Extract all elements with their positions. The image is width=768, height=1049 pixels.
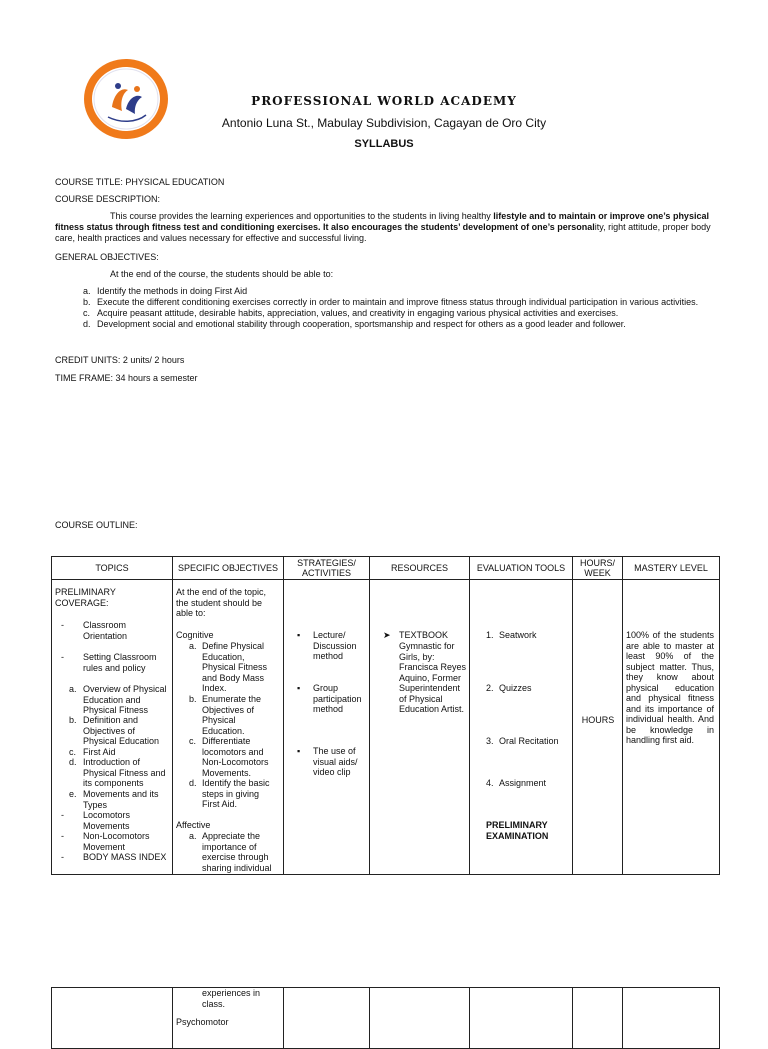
arrow-bullet-icon: ➤: [383, 630, 391, 640]
course-outline-label: COURSE OUTLINE:: [55, 520, 138, 530]
evaluation-marker: 3.: [486, 736, 494, 746]
description-text-bold: lifestyle and to maintain or improve one’s physical fitness status through fitness test and conditioning exercises. It also encourages the students’ development of one’s personal: [55, 211, 709, 232]
objectives-cell: [173, 988, 284, 1049]
objective-marker: a.: [83, 286, 91, 296]
credit-units: CREDIT UNITS: 2 units/ 2 hours: [55, 355, 185, 365]
evaluation-marker: 4.: [486, 778, 494, 788]
table-row: [52, 988, 720, 1049]
table-header-row: [52, 557, 720, 580]
topic-marker: e.: [69, 789, 77, 799]
strategies-cell: [284, 580, 370, 875]
resource-label: TEXTBOOK: [399, 630, 449, 640]
objective-item: Enumerate the Objectives of Physical Education.: [202, 694, 262, 736]
course-description-label: COURSE DESCRIPTION:: [55, 194, 161, 204]
topic-item: Overview of Physical Education and Physical Fitness: [83, 684, 167, 715]
header-hours-week: HOURS/ WEEK: [573, 557, 623, 580]
evaluation-item: Seatwork: [499, 630, 537, 640]
evaluation-item: Assignment: [499, 778, 547, 788]
time-frame: TIME FRAME: 34 hours a semester: [55, 373, 198, 383]
objective-item: [83, 308, 723, 319]
topic-item: BODY MASS INDEX: [83, 852, 167, 862]
objective-text: Acquire peasant attitude, desirable habits, appreciation, values, and creativity in engaging various physical activities and exercises.: [97, 308, 619, 318]
hours-cell: [573, 988, 623, 1049]
strategy-item: Lecture/ Discussion method: [313, 630, 357, 661]
topic-item: Non-Locomotors Movement: [83, 831, 150, 852]
objective-marker: a.: [189, 641, 197, 651]
objective-item: Appreciate the importance of exercise through sharing individual: [202, 831, 272, 873]
dash-marker: -: [61, 620, 64, 630]
topics-heading: PRELIMINARY COVERAGE:: [55, 587, 116, 608]
topic-item: First Aid: [83, 747, 116, 757]
dash-marker: -: [61, 852, 64, 862]
resources-cell: [370, 988, 470, 1049]
objective-marker: a.: [189, 831, 197, 841]
topic-marker: a.: [69, 684, 77, 694]
objective-text: Execute the different conditioning exercises correctly in order to maintain and improve fitness status through individual participation in various activities.: [97, 297, 699, 307]
bullet-icon: ▪: [297, 683, 301, 693]
topic-item: Introduction of Physical Fitness and its components: [83, 757, 166, 788]
hours-cell: [573, 580, 623, 875]
topic-item: Setting Classroom rules and policy: [83, 652, 157, 673]
description-text-2: ity, right attitude, proper body care, health practices and values necessary for effective and successful living.: [55, 222, 711, 243]
psychomotor-label: Psychomotor: [176, 1017, 229, 1027]
document-title: SYLLABUS: [354, 138, 414, 150]
objectives-cell: [173, 580, 284, 875]
header-topics: TOPICS: [52, 557, 173, 580]
hours-text: HOURS: [581, 715, 615, 725]
objective-marker: d.: [83, 319, 91, 329]
objective-continued-text: experiences in class.: [202, 988, 261, 1009]
objective-item: Define Physical Education, Physical Fitness and Body Mass Index.: [202, 641, 268, 693]
school-name: PROFESSIONAL WORLD ACADEMY: [251, 94, 517, 108]
cognitive-label: Cognitive: [176, 630, 214, 640]
table-row: [52, 580, 720, 875]
dash-marker: -: [61, 831, 64, 841]
objective-item: [83, 319, 723, 330]
general-objectives-label: GENERAL OBJECTIVES:: [55, 252, 159, 262]
evaluation-cell: [470, 580, 573, 875]
description-text-1: This course provides the learning experiences and opportunities to the students in living healthy: [110, 211, 494, 221]
topics-cell: [52, 580, 173, 875]
topic-item: Classroom Orientation: [83, 620, 128, 641]
dash-marker: -: [61, 810, 64, 820]
header-evaluation-tools: EVALUATION TOOLS: [470, 557, 573, 580]
header-specific-objectives: SPECIFIC OBJECTIVES: [173, 557, 284, 580]
evaluation-item: Quizzes: [499, 683, 532, 693]
mastery-text: 100% of the students are able to master at least 90% of the subject matter. Thus, they know about physical education and physical fitness and its importance of individual health. And be knowledge in handling first aid.: [626, 630, 714, 745]
objective-item: [83, 297, 723, 308]
objective-item: Differentiate locomotors and Non-Locomotors Movements.: [202, 736, 269, 778]
objective-marker: b.: [83, 297, 91, 307]
objective-text: Identify the methods in doing First Aid: [97, 286, 248, 296]
course-outline-table: [51, 556, 720, 875]
objectives-intro: At the end of the topic, the student should be able to:: [176, 587, 267, 618]
course-title: COURSE TITLE: PHYSICAL EDUCATION: [55, 177, 225, 187]
evaluation-marker: 1.: [486, 630, 494, 640]
objective-marker: d.: [189, 778, 197, 788]
topic-item: Movements and its Types: [83, 789, 159, 810]
bullet-icon: ▪: [297, 746, 301, 756]
general-objectives-list: [83, 286, 723, 330]
school-address: Antonio Luna St., Mabulay Subdivision, Cagayan de Oro City: [221, 116, 547, 130]
general-objectives-intro: At the end of the course, the students should be able to:: [110, 269, 334, 279]
topic-item: Locomotors Movements: [83, 810, 131, 831]
strategy-item: Group participation method: [313, 683, 362, 714]
objective-marker: c.: [189, 736, 197, 746]
preliminary-examination: PRELIMINARY EXAMINATION: [486, 820, 549, 841]
header-mastery-level: MASTERY LEVEL: [623, 557, 720, 580]
course-description: [55, 211, 715, 244]
strategy-item: The use of visual aids/ video clip: [313, 746, 358, 777]
objective-item: Identify the basic steps in giving First Aid.: [202, 778, 270, 809]
evaluation-marker: 2.: [486, 683, 494, 693]
topic-marker: d.: [69, 757, 77, 767]
mastery-cell: [623, 580, 720, 875]
topic-marker: c.: [69, 747, 77, 757]
topic-marker: b.: [69, 715, 77, 725]
resource-text: Gymnastic for Girls, by: Francisca Reyes Aquino, Former Superintendent of Physical Education Artist.: [399, 641, 467, 714]
objective-marker: b.: [189, 694, 197, 704]
strategies-cell: [284, 988, 370, 1049]
objective-item: [83, 286, 723, 297]
mastery-cell: [623, 988, 720, 1049]
resources-cell: [370, 580, 470, 875]
evaluation-item: Oral Recitation: [499, 736, 559, 746]
evaluation-cell: [470, 988, 573, 1049]
bullet-icon: ▪: [297, 630, 301, 640]
topics-cell: [52, 988, 173, 1049]
course-outline-table-continued: [51, 987, 720, 1049]
dash-marker: -: [61, 652, 64, 662]
header-resources: RESOURCES: [370, 557, 470, 580]
header-strategies: STRATEGIES/ ACTIVITIES: [284, 557, 370, 580]
objective-marker: c.: [83, 308, 91, 318]
affective-label: Affective: [176, 820, 211, 830]
objective-text: Development social and emotional stability through cooperation, sportsmanship and respect for others as a good leader and follower.: [97, 319, 626, 329]
topic-item: Definition and Objectives of Physical Education: [83, 715, 160, 746]
